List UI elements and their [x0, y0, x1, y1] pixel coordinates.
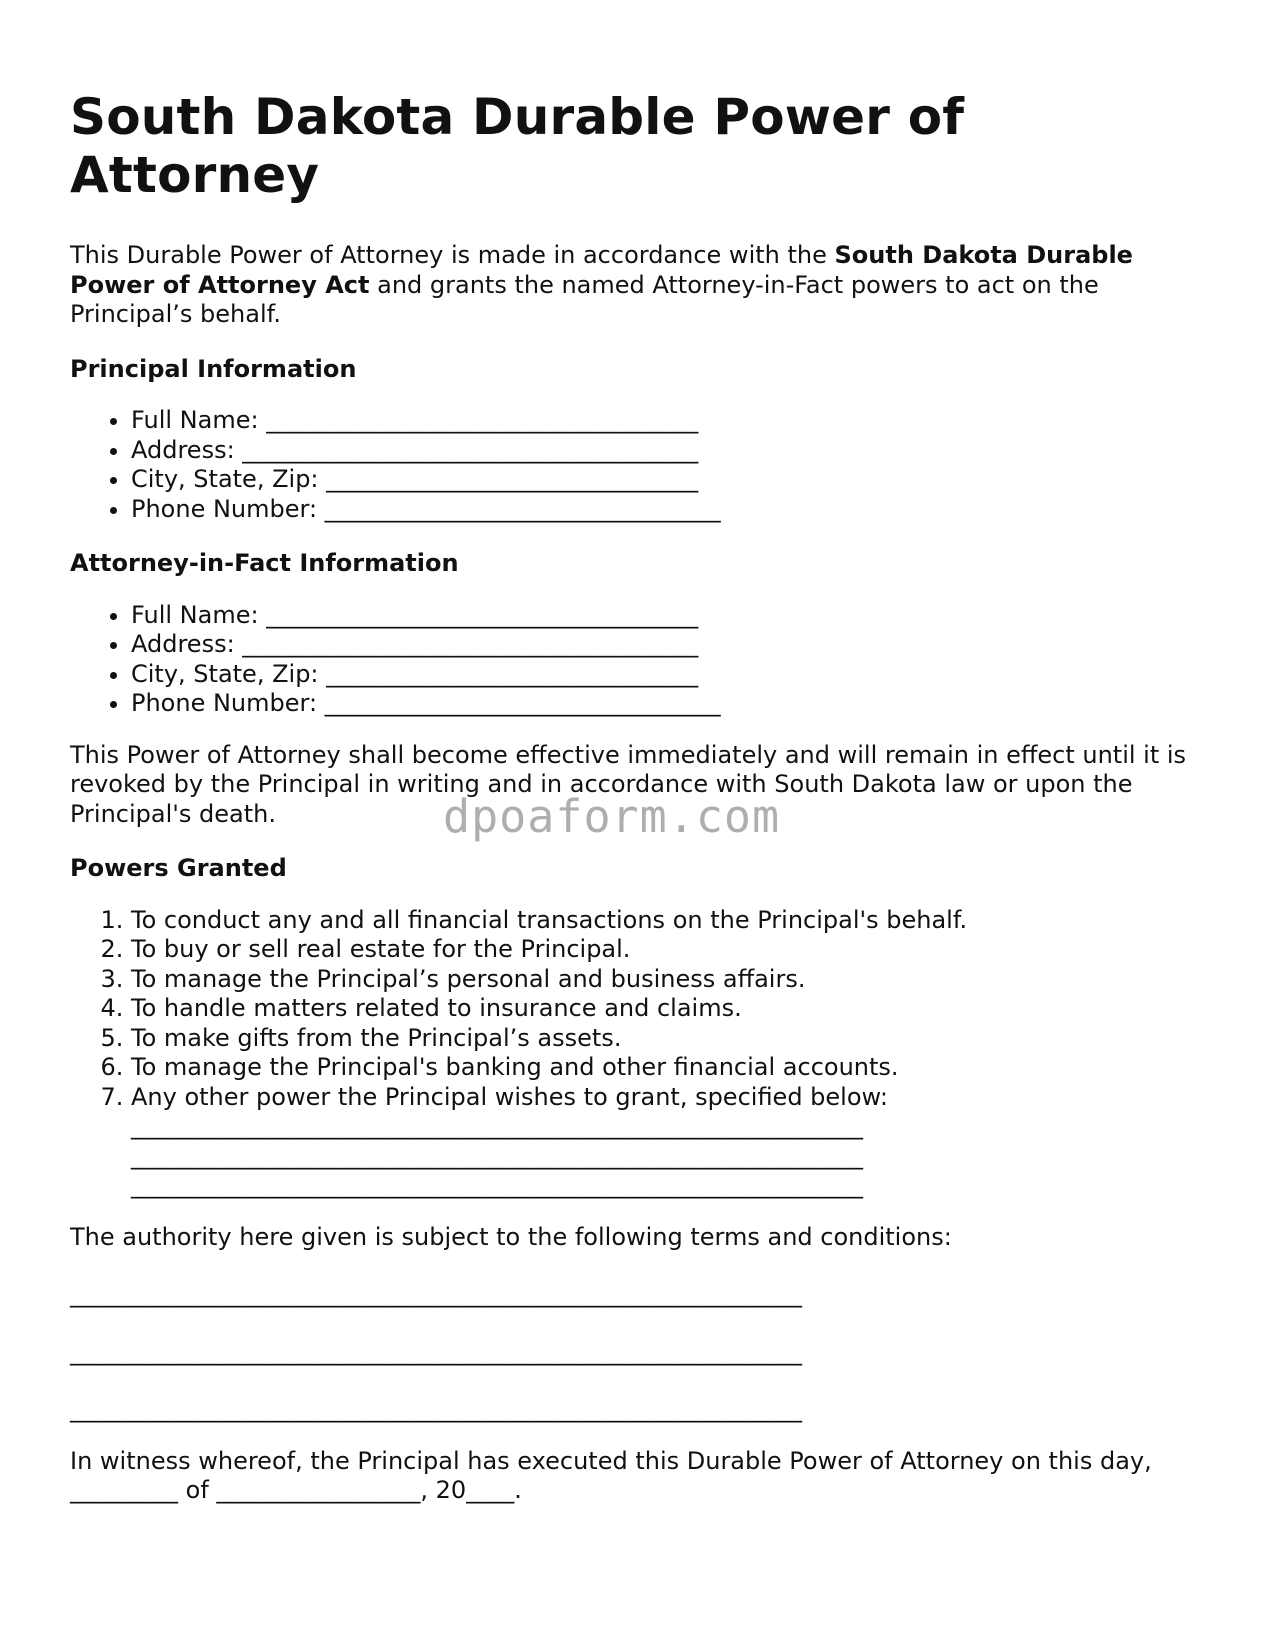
- power-item: 1. To conduct any and all financial transactions on the Principal's behalf.: [131, 906, 1220, 936]
- power-item-other: [131, 1083, 1220, 1201]
- power-item: 4. To handle matters related to insurance and claims.: [131, 994, 1220, 1024]
- principal-address-field: • Address: ______________________________________: [131, 436, 1220, 466]
- act-name: South Dakota Durable Power of Attorney Act: [70, 241, 1133, 299]
- document-page: [70, 0, 1220, 1506]
- document-title: South Dakota Durable Power of Attorney: [70, 88, 965, 204]
- terms-blank-line: _____________________________________________________________: [70, 1337, 802, 1366]
- attorney-city-state-zip-field: • City, State, Zip: _______________________________: [131, 660, 1220, 690]
- power-item-other-text: Any other power the Principal wishes to grant, specified below:: [131, 1082, 888, 1111]
- intro-text-start: This Durable Power of Attorney is made in accordance with the: [70, 241, 835, 269]
- principal-fields-list: [70, 406, 1220, 524]
- terms-blank-line: _____________________________________________________________: [70, 1280, 802, 1308]
- power-item: 5. To make gifts from the Principal’s assets.: [131, 1024, 1220, 1054]
- attorney-fields-list: [70, 601, 1220, 719]
- attorney-phone-field: • Phone Number: _________________________________: [131, 689, 1220, 719]
- terms-blank-line: _____________________________________________________________: [70, 1395, 802, 1423]
- power-item: 3. To manage the Principal’s personal and business affairs.: [131, 965, 1220, 995]
- intro-text-end: and grants the named Attorney-in-Fact powers to act on the Principal’s behalf.: [70, 270, 1099, 328]
- watermark-text: dpoaform.com: [443, 790, 781, 843]
- attorney-full-name-field: • Full Name: ____________________________________: [131, 601, 1220, 631]
- powers-list: [70, 906, 1220, 1201]
- powers-heading: Powers Granted: [70, 854, 287, 882]
- attorney-address-field: • Address: ______________________________________: [131, 630, 1220, 660]
- other-power-blank-line: _____________________________________________________________: [131, 1171, 863, 1199]
- terms-paragraph: The authority here given is subject to the following terms and conditions:: [70, 1222, 952, 1251]
- effective-paragraph: This Power of Attorney shall become effective immediately and will remain in effect until it is revoked by the Principal in writing and in accordance with South Dakota law or upon the Principal's death.: [70, 740, 1187, 828]
- principal-heading: Principal Information: [70, 354, 357, 383]
- power-item: 2. To buy or sell real estate for the Principal.: [131, 935, 1220, 965]
- other-power-blank-line: _____________________________________________________________: [131, 1141, 863, 1170]
- principal-full-name-field: • Full Name: ____________________________________: [131, 406, 1220, 436]
- intro-paragraph: [70, 241, 1220, 330]
- witness-paragraph: In witness whereof, the Principal has executed this Durable Power of Attorney on this day, _________ of _________________, 20____.: [70, 1446, 1152, 1504]
- attorney-heading: Attorney-in-Fact Information: [70, 549, 459, 577]
- principal-city-state-zip-field: • City, State, Zip: _______________________________: [131, 465, 1220, 495]
- other-power-blank-line: _____________________________________________________________: [131, 1112, 863, 1140]
- principal-phone-field: • Phone Number: _________________________________: [131, 495, 1220, 525]
- power-item: 6. To manage the Principal's banking and other financial accounts.: [131, 1053, 1220, 1083]
